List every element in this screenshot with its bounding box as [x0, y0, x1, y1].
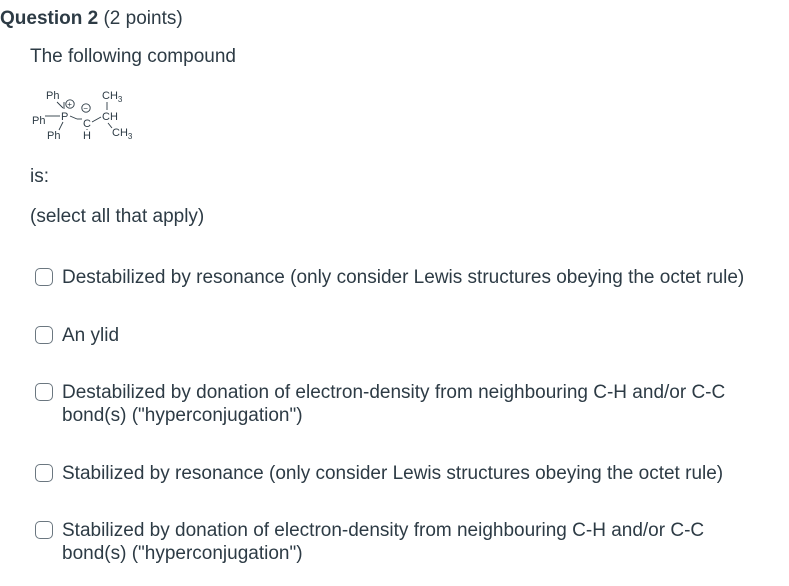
answer-checkbox[interactable]: [35, 268, 53, 286]
question-title: Question 2: [0, 8, 99, 29]
bond-p-c-a: [70, 116, 77, 119]
answer-option-label: An ylid: [62, 325, 120, 346]
structure-ph-left: Ph: [32, 115, 46, 127]
answer-option[interactable]: [35, 266, 762, 289]
structure-ch3-bottom: $CH_3$: [112, 127, 133, 141]
phosphonium-ylide-structure: [30, 86, 150, 148]
structure-ch: CH: [102, 111, 118, 123]
answer-checkbox[interactable]: [35, 326, 53, 344]
answer-option[interactable]: [35, 519, 762, 565]
answer-option-label: Destabilized by donation of electron-density from neighbouring C-H and/or C-C bond(s) ("hyperconjugation"): [62, 382, 726, 426]
bond-ph-top-p: [57, 102, 63, 108]
bond-c-ch: [92, 117, 101, 122]
bond-ch-ch3-bottom: [108, 123, 112, 128]
answer-checkbox[interactable]: [35, 521, 53, 539]
structure-ph-bottom: Ph: [47, 130, 61, 142]
select-all-note: (select all that apply): [30, 206, 205, 227]
answer-option[interactable]: [35, 381, 762, 427]
answer-option-label: Destabilized by resonance (only consider Lewis structures obeying the octet rule): [62, 267, 745, 288]
structure-carbon: C: [83, 118, 91, 130]
plus-charge-sign: +: [67, 100, 72, 109]
answer-checkbox[interactable]: [35, 383, 53, 401]
answer-option[interactable]: [35, 462, 762, 485]
question-points: (2 points): [103, 8, 183, 29]
structure-hydrogen: H: [83, 130, 91, 142]
answer-option-label: Stabilized by resonance (only consider Lewis structures obeying the octet rule): [62, 463, 724, 484]
structure-ch3-top: $CH_3$: [102, 90, 123, 104]
minus-charge-sign: −: [83, 104, 88, 113]
chemical-structure: [30, 86, 150, 148]
answer-option[interactable]: [35, 324, 762, 347]
structure-ph-top: Ph: [46, 90, 60, 102]
is-label: is:: [30, 166, 49, 187]
bond-p-ph-bottom: [59, 122, 63, 130]
answer-option-label: Stabilized by donation of electron-density from neighbouring C-H and/or C-C bond(s) ("hyperconjugation"): [62, 520, 705, 564]
answer-checkbox[interactable]: [35, 464, 53, 482]
question-header: [0, 8, 183, 30]
question-prompt: The following compound: [30, 46, 236, 67]
structure-phosphorus: P: [61, 111, 69, 123]
